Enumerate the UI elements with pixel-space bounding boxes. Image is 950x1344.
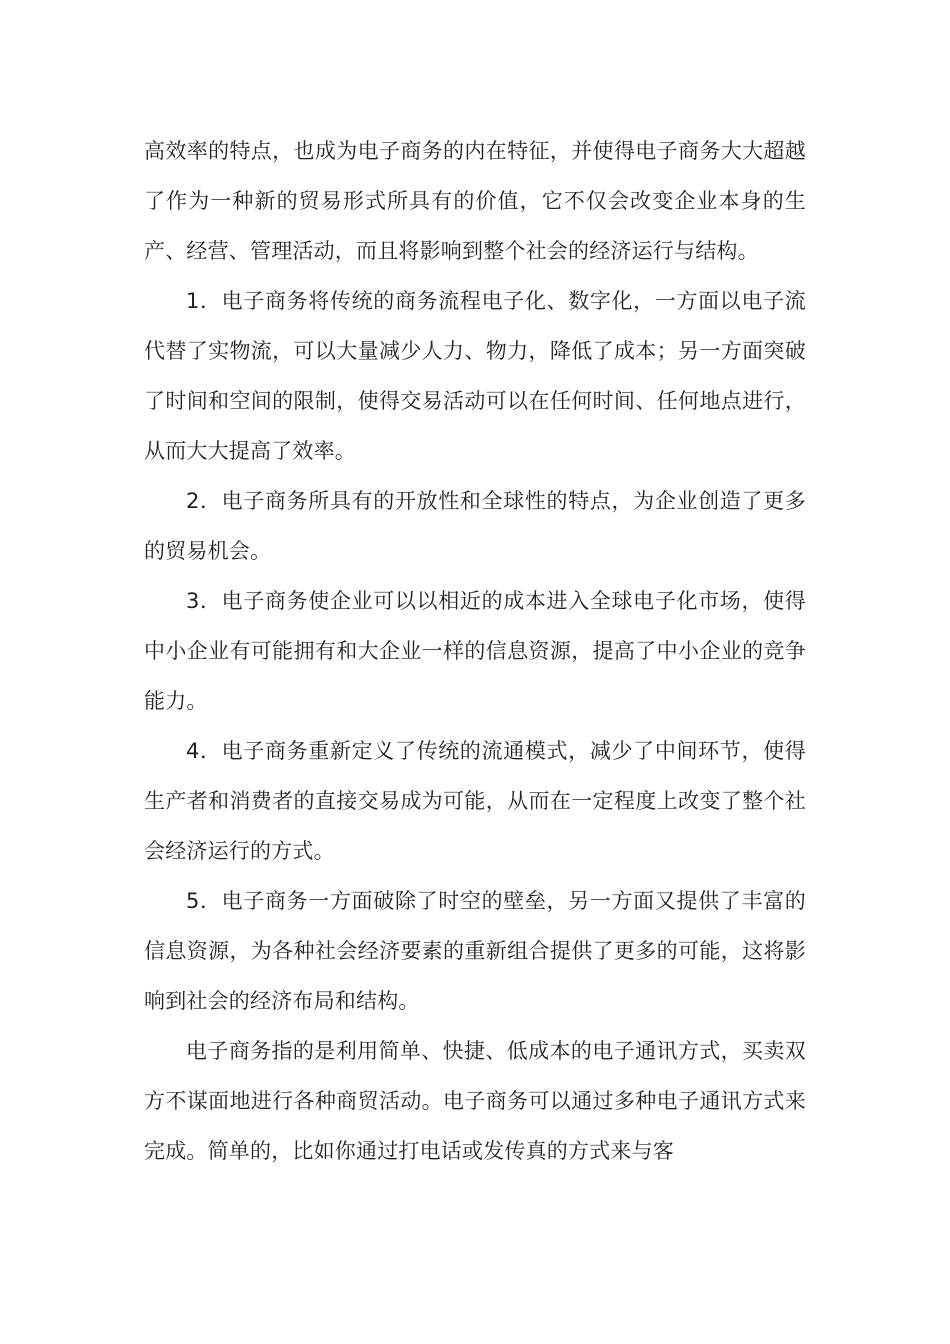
paragraph-item-5: 5．电子商务一方面破除了时空的壁垒，另一方面又提供了丰富的信息资源，为各种社会经济要素的重新组合提供了更多的可能，这将影响到社会的经济布局和结构。 xyxy=(144,889,806,1013)
paragraph-continuation: 高效率的特点，也成为电子商务的内在特征，并使得电子商务大大超越了作为一种新的贸易形式所具有的价值，它不仅会改变企业本身的生产、经营、管理活动，而且将影响到整个社会的经济运行与结构。 xyxy=(144,139,806,263)
paragraph-item-4: 4．电子商务重新定义了传统的流通模式，减少了中间环节，使得生产者和消费者的直接交易成为可能，从而在一定程度上改变了整个社会经济运行的方式。 xyxy=(144,739,806,863)
document-body xyxy=(144,126,806,1176)
paragraph-item-2: 2．电子商务所具有的开放性和全球性的特点，为企业创造了更多的贸易机会。 xyxy=(144,489,806,563)
paragraph-item-1: 1．电子商务将传统的商务流程电子化、数字化，一方面以电子流代替了实物流，可以大量减少人力、物力，降低了成本；另一方面突破了时间和空间的限制，使得交易活动可以在任何时间、任何地点进行，从而大大提高了效率。 xyxy=(144,289,806,463)
paragraph-definition: 电子商务指的是利用简单、快捷、低成本的电子通讯方式，买卖双方不谋面地进行各种商贸活动。电子商务可以通过多种电子通讯方式来完成。简单的，比如你通过打电话或发传真的方式来与客 xyxy=(144,1039,806,1163)
paragraph-item-3: 3．电子商务使企业可以以相近的成本进入全球电子化市场，使得中小企业有可能拥有和大企业一样的信息资源，提高了中小企业的竞争能力。 xyxy=(144,589,806,713)
